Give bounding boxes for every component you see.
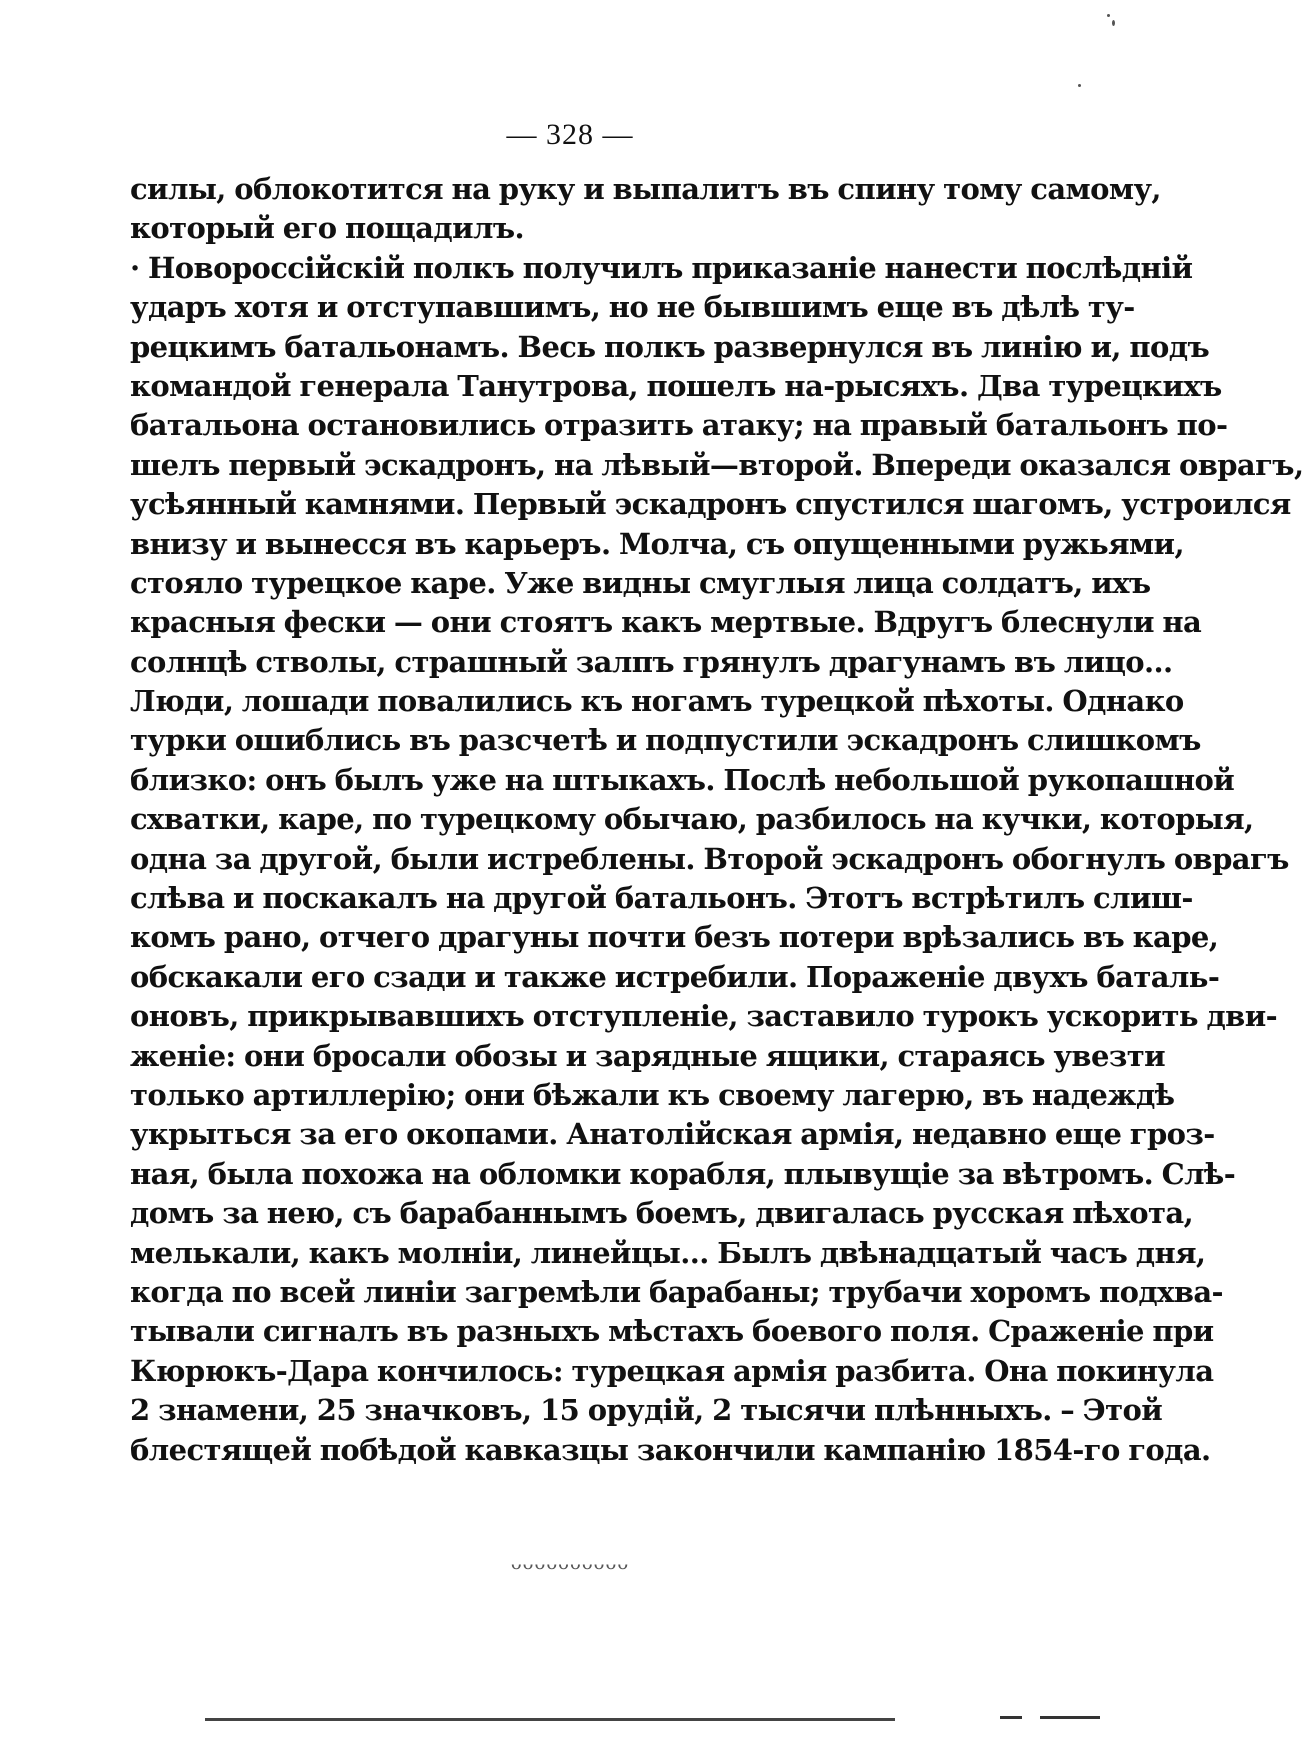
- scan-speck: [1078, 84, 1081, 87]
- end-ornament: ᴗᴗᴗᴗᴗᴗᴗᴗᴗᴗ: [510, 1553, 630, 1574]
- text-line: внизу и вынесся въ карьеръ. Молча, съ опущенными ружьями,: [130, 526, 1184, 561]
- text-line: когда по всей линіи загремѣли барабаны; трубачи хоромъ подхва-: [130, 1274, 1223, 1309]
- text-line: усѣянный камнями. Первый эскадронъ спустился шагомъ, устроился: [130, 487, 1291, 522]
- bottom-rule: [205, 1718, 895, 1721]
- bottom-rule-dash: [1000, 1716, 1022, 1719]
- text-line: турки ошиблись въ разсчетѣ и подпустили эскадронъ слишкомъ: [130, 723, 1201, 758]
- text-line: оновъ, прикрывавшихъ отступленіе, заставило турокъ ускорить дви-: [130, 999, 1278, 1034]
- text-line: женіе: они бросали обозы и зарядные ящики, стараясь увезти: [130, 1038, 1166, 1073]
- text-line: близко: онъ былъ уже на штыкахъ. Послѣ небольшой рукопашной: [130, 762, 1235, 797]
- scan-speck: [1112, 20, 1115, 26]
- text-line: красныя фески — они стоятъ какъ мертвые. Вдругъ блеснули на: [130, 605, 1202, 640]
- text-line: батальона остановились отразить атаку; на правый батальонъ по-: [130, 408, 1228, 443]
- scan-speck: [1107, 14, 1110, 17]
- text-line: ная, была похожа на обломки корабля, плывущіе за вѣтромъ. Слѣ-: [130, 1156, 1236, 1191]
- text-line: только артиллерію; они бѣжали къ своему лагерю, въ надеждѣ: [130, 1077, 1175, 1112]
- text-line: мелькали, какъ молніи, линейцы... Былъ двѣнадцатый часъ дня,: [130, 1235, 1206, 1270]
- text-line: обскакали его сзади и также истребили. Пораженіе двухъ баталь-: [130, 959, 1220, 994]
- text-line: рецкимъ батальонамъ. Весь полкъ развернулся въ линію и, подъ: [130, 329, 1210, 364]
- text-line: тывали сигналъ въ разныхъ мѣстахъ боевого поля. Сраженіе при: [130, 1314, 1214, 1349]
- text-line: Кюрюкъ-Дара кончилось: турецкая армія разбита. Она покинула: [130, 1353, 1214, 1388]
- text-line: домъ за нею, съ барабаннымъ боемъ, двигалась русская пѣхота,: [130, 1196, 1194, 1231]
- text-line: · Новороссійскій полкъ получилъ приказаніе нанести послѣдній: [130, 250, 1193, 285]
- text-line: слѣва и поскакалъ на другой батальонъ. Этотъ встрѣтилъ слиш-: [130, 881, 1193, 916]
- text-line: укрыться за его окопами. Анатолійская армія, недавно еще гроз-: [130, 1117, 1215, 1152]
- page-number: — 328 —: [506, 118, 634, 151]
- text-line: солнцѣ стволы, страшный залпъ грянулъ драгунамъ въ лицо...: [130, 644, 1173, 679]
- text-line: силы, облокотится на руку и выпалитъ въ спину тому самому,: [130, 172, 1161, 206]
- text-line: шелъ первый эскадронъ, на лѣвый—второй. Впереди оказался оврагъ,: [130, 447, 1303, 482]
- text-line: комъ рано, отчего драгуны почти безъ потери врѣзались въ каре,: [130, 920, 1219, 955]
- text-line: командой генерала Танутрова, пошелъ на-рысяхъ. Два турецкихъ: [130, 368, 1222, 403]
- text-line: ударъ хотя и отступавшимъ, но не бывшимъ еще въ дѣлѣ ту-: [130, 290, 1135, 325]
- text-line: Люди, лошади повалились къ ногамъ турецкой пѣхоты. Однако: [130, 684, 1184, 719]
- text-line: схватки, каре, по турецкому обычаю, разбилось на кучки, которыя,: [130, 802, 1254, 837]
- text-line: стояло турецкое каре. Уже видны смуглыя лица солдатъ, ихъ: [130, 565, 1151, 600]
- body-text: [130, 170, 1303, 1470]
- bottom-rule-dash: [1040, 1716, 1100, 1719]
- text-line: блестящей побѣдой кавказцы закончили кампанію 1854-го года.: [130, 1432, 1211, 1467]
- text-line: который его пощадилъ.: [130, 211, 524, 246]
- text-line: 2 знамени, 25 значковъ, 15 орудій, 2 тысячи плѣнныхъ. – Этой: [130, 1393, 1163, 1428]
- text-line: одна за другой, были истреблены. Второй эскадронъ обогнулъ оврагъ: [130, 841, 1289, 876]
